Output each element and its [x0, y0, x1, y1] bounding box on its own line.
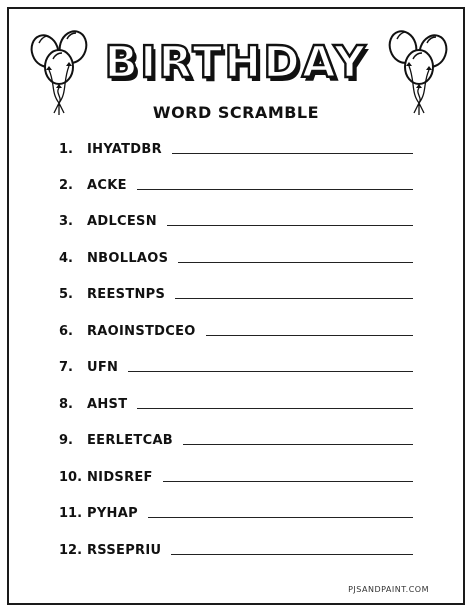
scrambled-word: PYHAP	[87, 506, 138, 521]
item-number: 10.	[59, 470, 83, 485]
answer-line	[167, 224, 413, 226]
item-number: 4.	[59, 251, 73, 266]
list-item	[59, 502, 413, 522]
footer-credit: PJSANDPAINT.COM	[348, 585, 429, 594]
answer-line	[178, 261, 413, 263]
list-item	[59, 429, 413, 449]
answer-line	[148, 516, 413, 518]
item-number: 3.	[59, 214, 73, 229]
item-number: 11.	[59, 506, 83, 521]
answer-line	[137, 188, 413, 190]
worksheet-title: BIRTHDAY	[104, 37, 368, 88]
answer-line	[172, 152, 413, 154]
answer-line	[175, 297, 413, 299]
worksheet-subtitle: WORD SCRAMBLE	[152, 103, 320, 122]
list-item	[59, 320, 413, 340]
item-number: 12.	[59, 543, 83, 558]
list-item	[59, 393, 413, 413]
list-item	[59, 247, 413, 267]
answer-line	[128, 370, 413, 372]
answer-line	[137, 407, 413, 409]
scrambled-word: ACKE	[87, 178, 127, 193]
answer-line	[183, 443, 413, 445]
scrambled-word: RSSEPRIU	[87, 543, 162, 558]
list-item	[59, 539, 413, 559]
answer-line	[206, 334, 413, 336]
item-number: 5.	[59, 287, 73, 302]
scrambled-word: UFN	[87, 360, 119, 375]
list-item	[59, 210, 413, 230]
scrambled-word: ADLCESN	[87, 214, 157, 229]
item-number: 2.	[59, 178, 73, 193]
answer-line	[163, 480, 413, 482]
scrambled-word: EERLETCAB	[87, 433, 174, 448]
scrambled-word: AHST	[87, 397, 128, 412]
scrambled-word: IHYATDBR	[87, 142, 162, 157]
item-number: 8.	[59, 397, 73, 412]
scrambled-word: NBOLLAOS	[87, 251, 169, 266]
scrambled-word: RAOINSTDCEO	[87, 324, 196, 339]
list-item	[59, 138, 413, 158]
item-number: 6.	[59, 324, 73, 339]
worksheet	[7, 7, 465, 605]
item-number: 7.	[59, 360, 73, 375]
list-item	[59, 466, 413, 486]
list-item	[59, 174, 413, 194]
scrambled-word: NIDSREF	[87, 470, 153, 485]
answer-line	[171, 553, 413, 555]
item-number: 1.	[59, 142, 73, 157]
scrambled-word: REESTNPS	[87, 287, 166, 302]
list-item	[59, 356, 413, 376]
list-item	[59, 283, 413, 303]
item-number: 9.	[59, 433, 73, 448]
